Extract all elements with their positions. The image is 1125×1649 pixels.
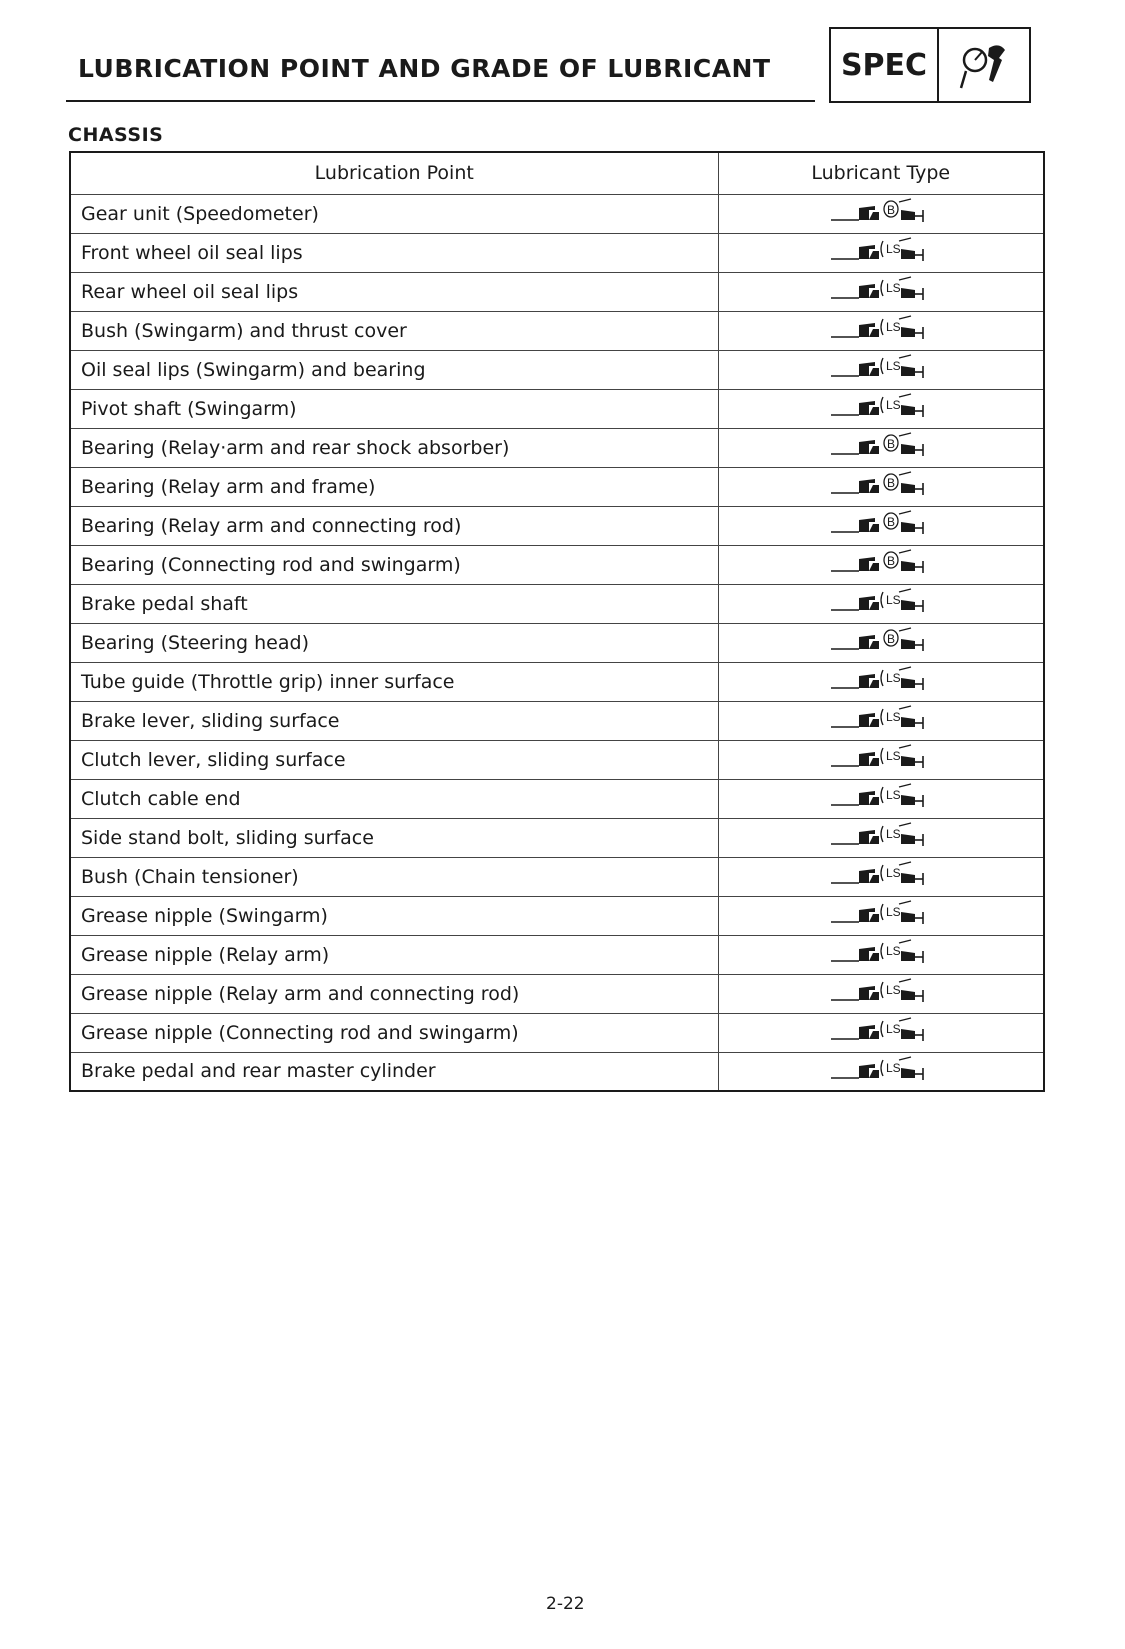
grease-ls-icon xyxy=(831,783,931,814)
table-row xyxy=(70,662,1044,701)
table-row xyxy=(70,584,1044,623)
spec-badge xyxy=(829,27,1031,103)
grease-ls-icon xyxy=(831,978,931,1009)
table-row xyxy=(70,428,1044,467)
svg-text:LS: LS xyxy=(885,281,901,295)
lubricant-type-cell xyxy=(718,311,1044,350)
svg-text:LS: LS xyxy=(885,320,901,334)
table-row xyxy=(70,467,1044,506)
table-row xyxy=(70,701,1044,740)
grease-ls-icon xyxy=(831,354,931,385)
lubricant-type-cell xyxy=(718,740,1044,779)
lubricant-type-cell xyxy=(718,623,1044,662)
lubricant-type-cell xyxy=(718,350,1044,389)
table-row xyxy=(70,233,1044,272)
grease-ls-icon xyxy=(831,1056,931,1087)
section-title: CHASSIS xyxy=(68,124,164,146)
lubrication-point: Bush (Swingarm) and thrust cover xyxy=(70,311,718,350)
grease-ls-icon xyxy=(831,393,931,424)
lubricant-type-cell xyxy=(718,935,1044,974)
lubricant-type-cell xyxy=(718,896,1044,935)
lubricant-type-cell xyxy=(718,779,1044,818)
lubrication-point: Clutch lever, sliding surface xyxy=(70,740,718,779)
svg-text:LS: LS xyxy=(885,359,901,373)
lubrication-point: Rear wheel oil seal lips xyxy=(70,272,718,311)
lubricant-type-cell xyxy=(718,1052,1044,1091)
column-header-point: Lubrication Point xyxy=(70,152,718,194)
lubricant-type-cell xyxy=(718,506,1044,545)
dial-gauge-icon xyxy=(939,29,1029,101)
table-row xyxy=(70,350,1044,389)
table-row xyxy=(70,623,1044,662)
table-row xyxy=(70,506,1044,545)
svg-text:LS: LS xyxy=(885,827,901,841)
svg-text:B: B xyxy=(886,476,895,490)
lubricant-type-cell xyxy=(718,974,1044,1013)
svg-text:LS: LS xyxy=(885,749,901,763)
grease-b-icon xyxy=(831,549,931,580)
grease-ls-icon xyxy=(831,822,931,853)
svg-text:B: B xyxy=(886,203,895,217)
table-row xyxy=(70,857,1044,896)
table-row xyxy=(70,974,1044,1013)
lubrication-point: Grease nipple (Relay arm and connecting rod) xyxy=(70,974,718,1013)
grease-b-icon xyxy=(831,432,931,463)
svg-text:B: B xyxy=(886,515,895,529)
lubricant-type-cell xyxy=(718,818,1044,857)
lubricant-type-cell xyxy=(718,428,1044,467)
column-header-lubricant: Lubricant Type xyxy=(718,152,1044,194)
svg-text:LS: LS xyxy=(885,788,901,802)
table-row xyxy=(70,1052,1044,1091)
table-row xyxy=(70,545,1044,584)
table-row xyxy=(70,311,1044,350)
lubrication-point: Brake pedal shaft xyxy=(70,584,718,623)
grease-ls-icon xyxy=(831,588,931,619)
lubricant-type-cell xyxy=(718,233,1044,272)
lubrication-point: Bearing (Steering head) xyxy=(70,623,718,662)
lubrication-point: Pivot shaft (Swingarm) xyxy=(70,389,718,428)
lubrication-point: Clutch cable end xyxy=(70,779,718,818)
svg-text:LS: LS xyxy=(885,593,901,607)
svg-text:LS: LS xyxy=(885,710,901,724)
lubricant-type-cell xyxy=(718,857,1044,896)
table-row xyxy=(70,1013,1044,1052)
lubrication-point: Gear unit (Speedometer) xyxy=(70,194,718,233)
table-row xyxy=(70,740,1044,779)
table-row xyxy=(70,779,1044,818)
page-title: LUBRICATION POINT AND GRADE OF LUBRICANT xyxy=(78,54,771,83)
grease-b-icon xyxy=(831,627,931,658)
svg-text:LS: LS xyxy=(885,983,901,997)
grease-b-icon xyxy=(831,471,931,502)
lubrication-point: Bearing (Relay·arm and rear shock absorber) xyxy=(70,428,718,467)
table-row xyxy=(70,896,1044,935)
lubrication-point: Brake pedal and rear master cylinder xyxy=(70,1052,718,1091)
table-row xyxy=(70,818,1044,857)
grease-ls-icon xyxy=(831,861,931,892)
page-number: 2-22 xyxy=(546,1594,585,1614)
grease-ls-icon xyxy=(831,1017,931,1048)
title-underline xyxy=(66,100,815,102)
svg-text:LS: LS xyxy=(885,242,901,256)
lubrication-point: Grease nipple (Connecting rod and swingarm) xyxy=(70,1013,718,1052)
grease-ls-icon xyxy=(831,900,931,931)
grease-b-icon xyxy=(831,198,931,229)
svg-text:LS: LS xyxy=(885,944,901,958)
grease-b-icon xyxy=(831,510,931,541)
table-row xyxy=(70,194,1044,233)
lubrication-point: Grease nipple (Swingarm) xyxy=(70,896,718,935)
lubrication-point: Oil seal lips (Swingarm) and bearing xyxy=(70,350,718,389)
lubrication-point: Brake lever, sliding surface xyxy=(70,701,718,740)
lubricant-type-cell xyxy=(718,662,1044,701)
lubrication-point: Tube guide (Throttle grip) inner surface xyxy=(70,662,718,701)
spec-label: SPEC xyxy=(831,29,939,101)
lubrication-point: Side stand bolt, sliding surface xyxy=(70,818,718,857)
svg-text:LS: LS xyxy=(885,671,901,685)
grease-ls-icon xyxy=(831,705,931,736)
table-row xyxy=(70,272,1044,311)
lubrication-point: Front wheel oil seal lips xyxy=(70,233,718,272)
lubricant-type-cell xyxy=(718,584,1044,623)
grease-ls-icon xyxy=(831,744,931,775)
lubricant-type-cell xyxy=(718,545,1044,584)
svg-text:LS: LS xyxy=(885,866,901,880)
svg-text:LS: LS xyxy=(885,1022,901,1036)
lubrication-point: Bearing (Connecting rod and swingarm) xyxy=(70,545,718,584)
lubricant-type-cell xyxy=(718,701,1044,740)
lubricant-type-cell xyxy=(718,389,1044,428)
lubrication-point: Bearing (Relay arm and connecting rod) xyxy=(70,506,718,545)
lubrication-point: Bush (Chain tensioner) xyxy=(70,857,718,896)
svg-text:B: B xyxy=(886,632,895,646)
table-row xyxy=(70,935,1044,974)
svg-text:B: B xyxy=(886,437,895,451)
grease-ls-icon xyxy=(831,939,931,970)
grease-ls-icon xyxy=(831,315,931,346)
svg-text:LS: LS xyxy=(885,905,901,919)
svg-text:B: B xyxy=(886,554,895,568)
lubricant-type-cell xyxy=(718,1013,1044,1052)
lubrication-point: Bearing (Relay arm and frame) xyxy=(70,467,718,506)
table-row xyxy=(70,389,1044,428)
lubrication-table xyxy=(69,151,1045,1092)
grease-ls-icon xyxy=(831,276,931,307)
svg-text:LS: LS xyxy=(885,398,901,412)
lubricant-type-cell xyxy=(718,467,1044,506)
grease-ls-icon xyxy=(831,237,931,268)
lubricant-type-cell xyxy=(718,272,1044,311)
svg-text:LS: LS xyxy=(885,1060,901,1075)
lubricant-type-cell xyxy=(718,194,1044,233)
grease-ls-icon xyxy=(831,666,931,697)
lubrication-point: Grease nipple (Relay arm) xyxy=(70,935,718,974)
